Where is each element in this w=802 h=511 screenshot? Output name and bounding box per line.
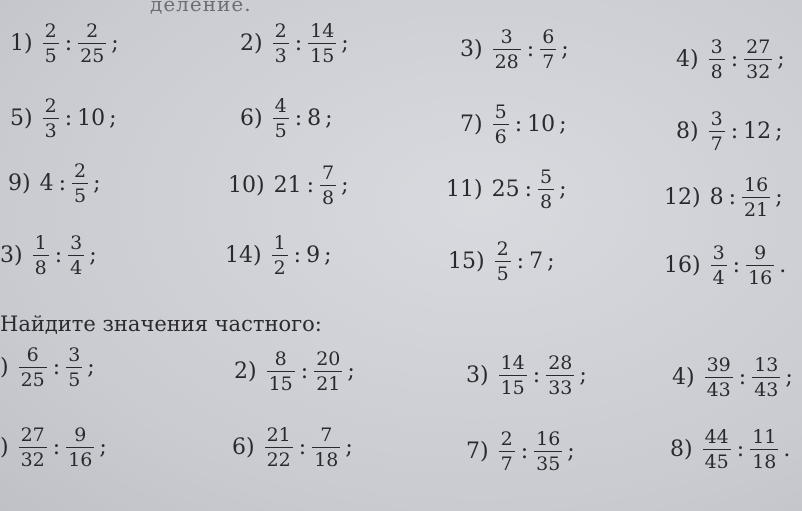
problem-20 [672, 356, 793, 400]
end-punctuation: ; [93, 171, 101, 196]
fraction [711, 244, 727, 288]
denominator: 16 [68, 449, 93, 471]
denominator: 32 [20, 449, 45, 471]
fraction [312, 426, 340, 470]
denominator: 8 [710, 61, 723, 83]
division-sign: : [524, 177, 532, 202]
problem-number: ) [0, 355, 9, 380]
end-punctuation: ; [547, 249, 555, 274]
denominator: 4 [70, 257, 83, 279]
problem-number: 16) [664, 253, 701, 278]
denominator: 3 [274, 45, 287, 67]
problem-number: 15) [448, 249, 485, 274]
problem-number: ) [0, 435, 9, 460]
fraction [493, 103, 509, 147]
numerator: 44 [704, 426, 729, 448]
denominator: 7 [500, 453, 513, 475]
header-fragment: деление. [150, 0, 252, 16]
denominator: 25 [20, 369, 45, 391]
numerator: 2 [74, 160, 87, 182]
division-sign: : [293, 243, 302, 268]
end-punctuation: ; [561, 37, 569, 62]
end-punctuation: ; [559, 112, 567, 137]
denominator: 8 [34, 257, 47, 279]
fraction [78, 22, 106, 66]
problem-number: 2) [234, 359, 257, 384]
numerator: 27 [20, 424, 45, 446]
problem-19 [466, 354, 587, 398]
problem-number: 8) [670, 437, 693, 462]
denominator: 43 [706, 379, 731, 401]
problem-number: 9) [8, 171, 31, 196]
problem-11 [446, 168, 567, 212]
problem-8 [676, 110, 783, 154]
denominator: 18 [752, 451, 777, 473]
numerator: 8 [274, 348, 287, 370]
integer: 9 [306, 243, 321, 268]
fraction [538, 168, 554, 212]
problem-12 [664, 176, 783, 220]
integer: 25 [491, 177, 520, 202]
fraction [19, 426, 47, 470]
fraction [72, 162, 88, 206]
fraction [43, 22, 59, 66]
numerator: 5 [540, 166, 553, 188]
integer: 8 [307, 106, 322, 131]
division-sign: : [732, 253, 741, 278]
denominator: 16 [748, 267, 773, 289]
division-sign: : [54, 243, 63, 268]
denominator: 21 [744, 199, 769, 221]
denominator: 2 [273, 257, 286, 279]
numerator: 16 [744, 174, 769, 196]
end-punctuation: ; [347, 359, 355, 384]
exercise-heading: Найдите значения частного: [0, 312, 322, 336]
numerator: 13 [754, 354, 779, 376]
problem-3 [460, 28, 569, 72]
end-punctuation: ; [341, 31, 349, 56]
problem-number: 12) [664, 185, 701, 210]
fraction [66, 426, 94, 470]
problem-number: 14) [225, 243, 262, 268]
fraction [43, 97, 59, 141]
problem-9 [8, 162, 101, 206]
denominator: 6 [494, 126, 507, 148]
denominator: 8 [322, 187, 335, 209]
fraction [499, 430, 515, 474]
end-punctuation: ; [99, 435, 107, 460]
fraction [495, 240, 511, 284]
end-punctuation: ; [777, 47, 785, 72]
end-punctuation: . [783, 437, 791, 462]
fraction [272, 234, 288, 278]
fraction [742, 176, 770, 220]
numerator: 1 [34, 232, 47, 254]
denominator: 5 [44, 45, 57, 67]
integer: 7 [529, 249, 544, 274]
problem-24 [670, 428, 790, 472]
fraction [705, 356, 733, 400]
problem-number: 10) [228, 173, 265, 198]
problem-number: 6) [232, 435, 255, 460]
fraction [499, 354, 527, 398]
fraction [267, 350, 295, 394]
problem-18 [234, 350, 355, 394]
numerator: 16 [536, 428, 561, 450]
problem-4 [676, 38, 785, 82]
denominator: 33 [548, 377, 573, 399]
problem-17 [0, 346, 95, 390]
numerator: 39 [706, 354, 731, 376]
problem-number: 7) [466, 439, 489, 464]
problem-number: 4) [672, 365, 695, 390]
division-sign: : [300, 359, 309, 384]
end-punctuation: . [779, 253, 787, 278]
fraction [703, 428, 731, 472]
denominator: 28 [494, 51, 519, 73]
division-sign: : [730, 47, 739, 72]
numerator: 20 [316, 348, 341, 370]
denominator: 3 [44, 120, 57, 142]
fraction [746, 244, 774, 288]
end-punctuation: ; [87, 355, 95, 380]
problem-6 [240, 97, 333, 141]
integer: 10 [77, 106, 106, 131]
denominator: 21 [316, 373, 341, 395]
numerator: 21 [266, 424, 291, 446]
denominator: 7 [710, 133, 723, 155]
denominator: 18 [314, 449, 339, 471]
numerator: 11 [752, 426, 777, 448]
division-sign: : [52, 435, 61, 460]
denominator: 5 [74, 185, 87, 207]
end-punctuation: ; [559, 177, 567, 202]
fraction [273, 22, 289, 66]
division-sign: : [738, 365, 747, 390]
denominator: 45 [704, 451, 729, 473]
denominator: 32 [746, 61, 771, 83]
denominator: 43 [754, 379, 779, 401]
integer: 12 [743, 119, 772, 144]
end-punctuation: ; [324, 243, 332, 268]
integer: 10 [527, 112, 556, 137]
division-sign: : [730, 119, 739, 144]
fraction [273, 97, 289, 141]
numerator: 4 [274, 95, 287, 117]
fraction [709, 110, 725, 154]
denominator: 22 [266, 449, 291, 471]
denominator: 15 [500, 377, 525, 399]
numerator: 3 [500, 26, 513, 48]
fraction [68, 234, 84, 278]
denominator: 15 [310, 45, 335, 67]
problem-2 [240, 22, 349, 66]
problem-10 [228, 164, 349, 208]
numerator: 2 [274, 20, 287, 42]
numerator: 2 [496, 238, 509, 260]
numerator: 3 [70, 232, 83, 254]
fraction [750, 428, 778, 472]
division-sign: : [64, 106, 73, 131]
fraction [744, 38, 772, 82]
problem-number: 3) [0, 243, 23, 268]
division-sign: : [532, 363, 541, 388]
division-sign: : [294, 31, 303, 56]
integer: 8 [709, 185, 724, 210]
problem-number: 6) [240, 106, 263, 131]
integer: 21 [273, 173, 302, 198]
division-sign: : [516, 249, 525, 274]
end-punctuation: ; [89, 243, 97, 268]
end-punctuation: ; [109, 106, 117, 131]
numerator: 7 [322, 162, 335, 184]
problem-number: 1) [10, 31, 33, 56]
problem-1 [10, 22, 119, 66]
end-punctuation: ; [325, 106, 333, 131]
denominator: 5 [68, 369, 81, 391]
division-sign: : [514, 112, 523, 137]
problem-number: 3) [460, 37, 483, 62]
division-sign: : [526, 37, 535, 62]
problem-14 [225, 234, 332, 278]
numerator: 14 [500, 352, 525, 374]
denominator: 7 [542, 51, 555, 73]
division-sign: : [64, 31, 73, 56]
end-punctuation: ; [785, 365, 793, 390]
numerator: 14 [310, 20, 335, 42]
end-punctuation: ; [111, 31, 119, 56]
fraction [19, 346, 47, 390]
problem-number: 7) [460, 112, 483, 137]
fraction [493, 28, 521, 72]
problem-5 [10, 97, 117, 141]
denominator: 15 [268, 373, 293, 395]
problem-number: 4) [676, 47, 699, 72]
fraction [265, 426, 293, 470]
division-sign: : [294, 106, 303, 131]
numerator: 3 [710, 36, 723, 58]
numerator: 28 [548, 352, 573, 374]
numerator: 3 [712, 242, 725, 264]
fraction [33, 234, 49, 278]
denominator: 4 [712, 267, 725, 289]
problem-21 [0, 426, 107, 470]
denominator: 5 [274, 120, 287, 142]
problem-7 [460, 103, 567, 147]
numerator: 2 [44, 20, 57, 42]
problem-number: 5) [10, 106, 33, 131]
division-sign: : [58, 171, 67, 196]
fraction [308, 22, 336, 66]
problem-22 [232, 426, 353, 470]
numerator: 1 [273, 232, 286, 254]
end-punctuation: ; [579, 363, 587, 388]
problem-16 [664, 244, 786, 288]
fraction [540, 28, 556, 72]
fraction [320, 164, 336, 208]
denominator: 35 [536, 453, 561, 475]
end-punctuation: ; [775, 119, 783, 144]
end-punctuation: ; [345, 435, 353, 460]
end-punctuation: ; [341, 173, 349, 198]
numerator: 6 [542, 26, 555, 48]
fraction [66, 346, 82, 390]
numerator: 3 [710, 108, 723, 130]
division-sign: : [520, 439, 529, 464]
numerator: 9 [754, 242, 767, 264]
denominator: 5 [496, 263, 509, 285]
fraction [534, 430, 562, 474]
numerator: 27 [746, 36, 771, 58]
problem-23 [466, 430, 575, 474]
numerator: 3 [68, 344, 81, 366]
problem-13 [0, 234, 97, 278]
fraction [546, 354, 574, 398]
end-punctuation: ; [567, 439, 575, 464]
problem-number: 11) [446, 177, 483, 202]
division-sign: : [736, 437, 745, 462]
fraction [709, 38, 725, 82]
numerator: 5 [494, 101, 507, 123]
numerator: 9 [74, 424, 87, 446]
problem-15 [448, 240, 555, 284]
denominator: 8 [540, 191, 553, 213]
division-sign: : [52, 355, 61, 380]
division-sign: : [728, 185, 736, 210]
fraction [314, 350, 342, 394]
numerator: 7 [320, 424, 333, 446]
division-sign: : [306, 173, 314, 198]
problem-number: 2) [240, 31, 263, 56]
numerator: 2 [86, 20, 99, 42]
integer: 4 [39, 171, 54, 196]
denominator: 25 [80, 45, 105, 67]
problem-number: 8) [676, 119, 699, 144]
numerator: 2 [500, 428, 513, 450]
numerator: 6 [26, 344, 39, 366]
numerator: 2 [44, 95, 57, 117]
end-punctuation: ; [775, 185, 783, 210]
fraction [752, 356, 780, 400]
division-sign: : [298, 435, 307, 460]
problem-number: 3) [466, 363, 489, 388]
